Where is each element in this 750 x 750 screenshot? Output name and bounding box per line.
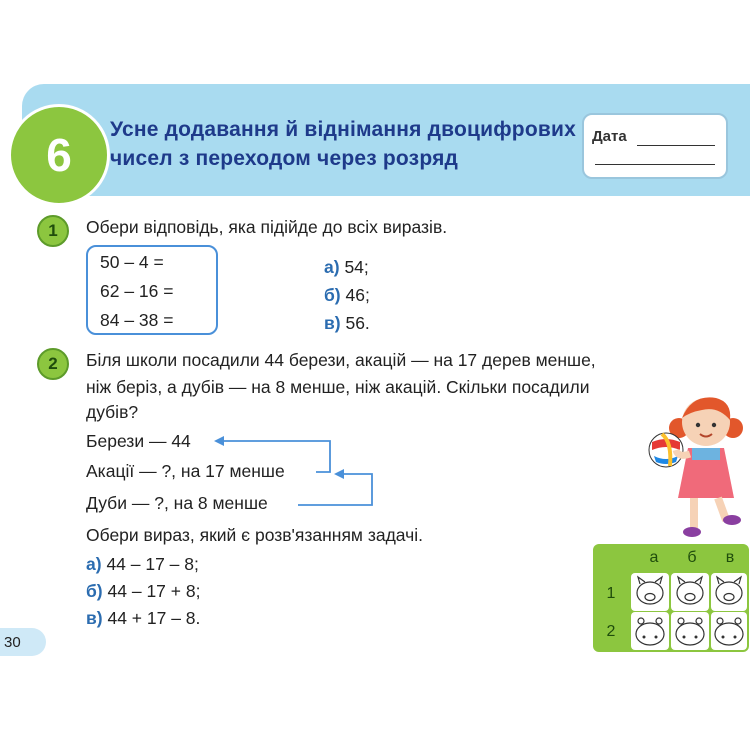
date-label: Дата — [592, 128, 627, 145]
girl-with-ball-illustration — [632, 392, 750, 542]
grid-cell-2b[interactable] — [671, 612, 709, 650]
hippo-icon — [631, 612, 669, 650]
pig-icon — [671, 573, 709, 611]
lesson-title-line2: чисел з переходом через розряд — [110, 147, 459, 170]
task2-option-c[interactable] — [86, 608, 200, 629]
option-text: 54; — [344, 257, 369, 277]
expression-2: 62 – 16 = — [100, 281, 174, 301]
expression-1: 50 – 4 = — [100, 252, 164, 272]
expression-3: 84 – 38 = — [100, 310, 174, 330]
page-number: 30 — [0, 628, 46, 656]
grid-row-2: 2 — [606, 623, 616, 640]
lesson-number-badge: 6 — [8, 104, 110, 206]
pig-icon — [711, 573, 747, 611]
grid-cell-1a[interactable] — [631, 573, 669, 611]
option-letter: в) — [324, 313, 341, 333]
task2-text-line3: дубів? — [86, 402, 139, 422]
task1-prompt: Обери відповідь, яка підійде до всіх виразів. — [86, 217, 448, 237]
option-text: 44 – 17 + 8; — [107, 581, 201, 601]
pig-icon — [631, 573, 669, 611]
option-text: 46; — [345, 285, 370, 305]
option-letter: а) — [324, 257, 340, 277]
lesson-title-line1: Усне додавання й віднімання двоцифрових — [110, 118, 576, 141]
grid-cell-1c[interactable] — [711, 573, 747, 611]
option-letter: б) — [86, 581, 103, 601]
option-letter: а) — [86, 554, 102, 574]
grid-column-b: б — [687, 549, 697, 566]
condition-acacias: Акації — ?, на 17 менше — [86, 461, 285, 481]
hippo-icon — [711, 612, 747, 650]
grid-cell-1b[interactable] — [671, 573, 709, 611]
condition-oaks: Дуби — ?, на 8 менше — [86, 493, 268, 513]
task-number-badge: 1 — [37, 215, 69, 247]
option-letter: б) — [324, 285, 341, 305]
option-letter: в) — [86, 608, 103, 628]
condition-birches: Берези — 44 — [86, 431, 191, 451]
task-number-badge: 2 — [37, 348, 69, 380]
option-text: 44 + 17 – 8. — [107, 608, 201, 628]
grid-cell-2c[interactable] — [711, 612, 747, 650]
task2-text-line2: ніж беріз, а дубів — на 8 менше, ніж акацій. Скільки посадили — [86, 377, 590, 397]
grid-cell-2a[interactable] — [631, 612, 669, 650]
grid-row-1: 1 — [606, 585, 616, 602]
option-text: 56. — [345, 313, 370, 333]
task2-question: Обери вираз, який є розв'язанням задачі. — [86, 525, 424, 545]
hippo-icon — [671, 612, 709, 650]
task2-text-line1: Біля школи посадили 44 берези, акацій — на 17 дерев менше, — [86, 350, 596, 370]
task2-option-b[interactable] — [86, 581, 200, 602]
grid-column-a: а — [649, 549, 659, 566]
option-text: 44 – 17 – 8; — [106, 554, 199, 574]
task2-option-a[interactable] — [86, 554, 199, 575]
grid-column-c: в — [725, 549, 735, 566]
